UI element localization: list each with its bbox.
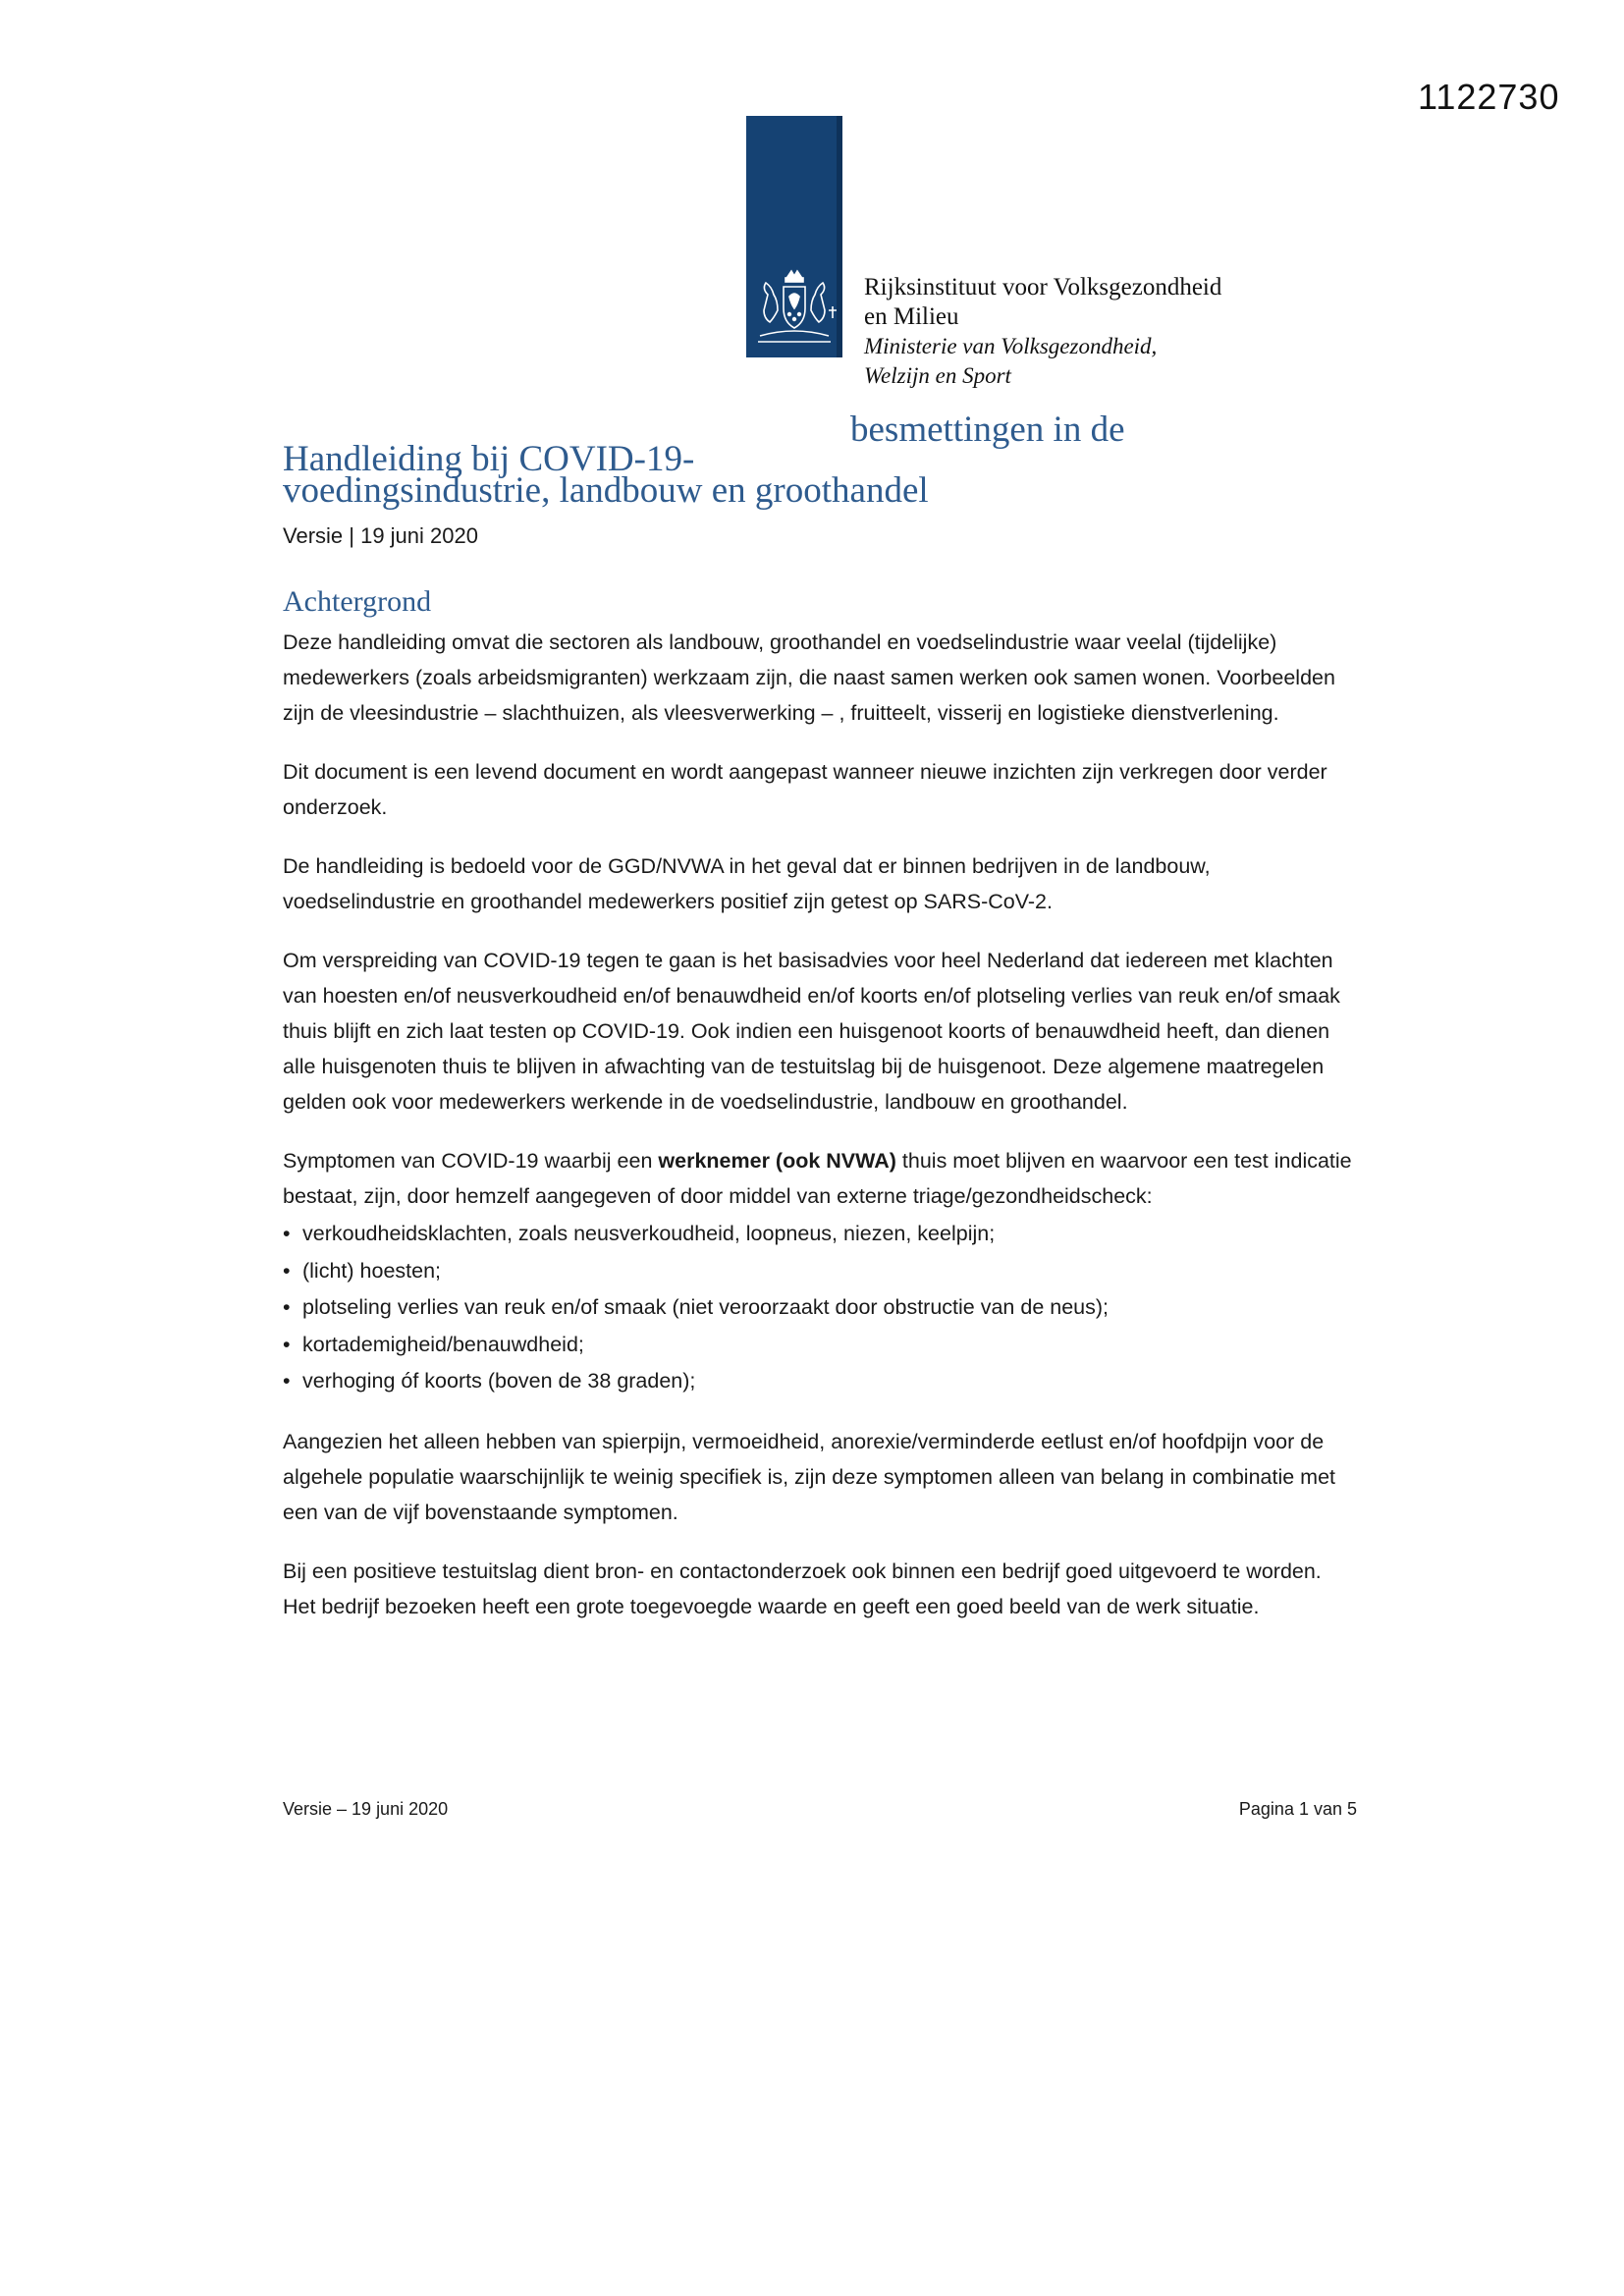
title-part-a: Handleiding bij COVID-19- bbox=[283, 439, 695, 479]
symptoms-intro-bold: werknemer (ook NVWA) bbox=[658, 1149, 896, 1173]
org-name-line2: en Milieu bbox=[864, 303, 959, 330]
paragraph-intended-for: De handleiding is bedoeld voor de GGD/NVWA in het geval dat er binnen bedrijven in de landbouw, voedselindustrie en groothandel medewerkers positief zijn getest op SARS-CoV-2. bbox=[283, 854, 1211, 913]
symptom-item bbox=[283, 1327, 1353, 1364]
symptom-text: verhoging óf koorts (boven de 38 graden); bbox=[302, 1369, 696, 1393]
symptom-text: plotseling verlies van reuk en/of smaak (niet veroorzaakt door obstructie van de neus); bbox=[302, 1295, 1110, 1319]
symptom-list bbox=[283, 1216, 1353, 1400]
org-name-line1: Rijksinstituut voor Volksgezondheid bbox=[864, 274, 1222, 301]
symptom-text: (licht) hoesten; bbox=[302, 1258, 442, 1283]
paragraph-basic-advice: Om verspreiding van COVID-19 tegen te gaan is het basisadvies voor heel Nederland dat iedereen met klachten van hoesten en/of neusverkoudheid en/of benauwdheid en/of koorts en/of plotseling verlies van reuk en/of smaak thuis blijft en zich laat testen op COVID-19. Ook indien een huisgenoot koorts of benauwdheid heeft, dan dienen alle huisgenoten thuis te blijven in afwachting van de testuitslag bij de huisgenoot. Deze algemene maatregelen gelden ook voor medewerkers werkende in de voedselindustrie, landbouw en groothandel. bbox=[283, 949, 1340, 1114]
title-part-b: besmettingen in de bbox=[850, 410, 1125, 450]
paragraph-living-document: Dit document is een levend document en wordt aangepast wanneer nieuwe inzichten zijn verkregen door verder onderzoek. bbox=[283, 760, 1327, 819]
ministry-line2: Welzijn en Sport bbox=[864, 363, 1011, 388]
paragraph-contact-tracing: Bij een positieve testuitslag dient bron- en contactonderzoek ook binnen een bedrijf goed uitgevoerd te worden. Het bedrijf bezoeken heeft een grote toegevoegde waarde en geeft een goed beeld van de werk situatie. bbox=[283, 1558, 1322, 1618]
symptoms-intro-start: Symptomen van COVID-19 waarbij een bbox=[283, 1149, 659, 1173]
paragraph-symptoms-intro bbox=[283, 1143, 1353, 1214]
symptom-text: verkoudheidsklachten, zoals neusverkoudheid, loopneus, niezen, keelpijn; bbox=[302, 1222, 996, 1245]
symptom-item bbox=[283, 1363, 1353, 1400]
document-id: 1122730 bbox=[1418, 77, 1560, 117]
symptom-item bbox=[283, 1253, 1353, 1290]
bullet-icon: • bbox=[283, 1258, 291, 1283]
paragraph-scope: Deze handleiding omvat die sectoren als landbouw, groothandel en voedselindustrie waar veelal (tijdelijke) medewerkers (zoals arbeidsmigranten) werkzaam zijn, die naast samen werken ook samen wonen. Voorbeelden zijn de vleesindustrie – slachthuizen, als vleesverwerking – , fruitteelt, visserij en logistieke dienstverlening. bbox=[283, 630, 1335, 725]
symptom-item bbox=[283, 1289, 1353, 1327]
organization-block bbox=[864, 273, 1221, 391]
section-heading: Achtergrond bbox=[283, 585, 432, 618]
bullet-icon: • bbox=[283, 1295, 291, 1319]
version-line: Versie | 19 juni 2020 bbox=[283, 523, 478, 548]
ministry-line1: Ministerie van Volksgezondheid, bbox=[864, 334, 1158, 358]
symptoms-intro-end: thuis moet blijven en waarvoor een test indicatie bestaat, zijn, door hemzelf aangegeven of door middel van externe triage/gezondheidscheck: bbox=[283, 1149, 1352, 1208]
content-body bbox=[283, 625, 1353, 1648]
crest-icon bbox=[750, 267, 839, 352]
document-title bbox=[283, 410, 1265, 519]
title-part-c: voedingsindustrie, landbouw en groothandel bbox=[283, 470, 929, 511]
footer-version: Versie – 19 juni 2020 bbox=[283, 1799, 449, 1819]
footer-page-number: Pagina 1 van 5 bbox=[1238, 1799, 1357, 1819]
symptom-text: kortademigheid/benauwdheid; bbox=[302, 1332, 584, 1356]
bullet-icon: • bbox=[283, 1332, 291, 1356]
paragraph-other-symptoms: Aangezien het alleen hebben van spierpijn, vermoeidheid, anorexie/verminderde eetlust en/of hoofdpijn voor de algehele populatie waarschijnlijk te weinig specifiek is, zijn deze symptomen alleen van belang in combinatie met een van de vijf bovenstaande symptomen. bbox=[283, 1429, 1336, 1524]
symptom-item bbox=[283, 1216, 1353, 1253]
bullet-icon: • bbox=[283, 1222, 291, 1245]
bullet-icon: • bbox=[283, 1369, 291, 1393]
